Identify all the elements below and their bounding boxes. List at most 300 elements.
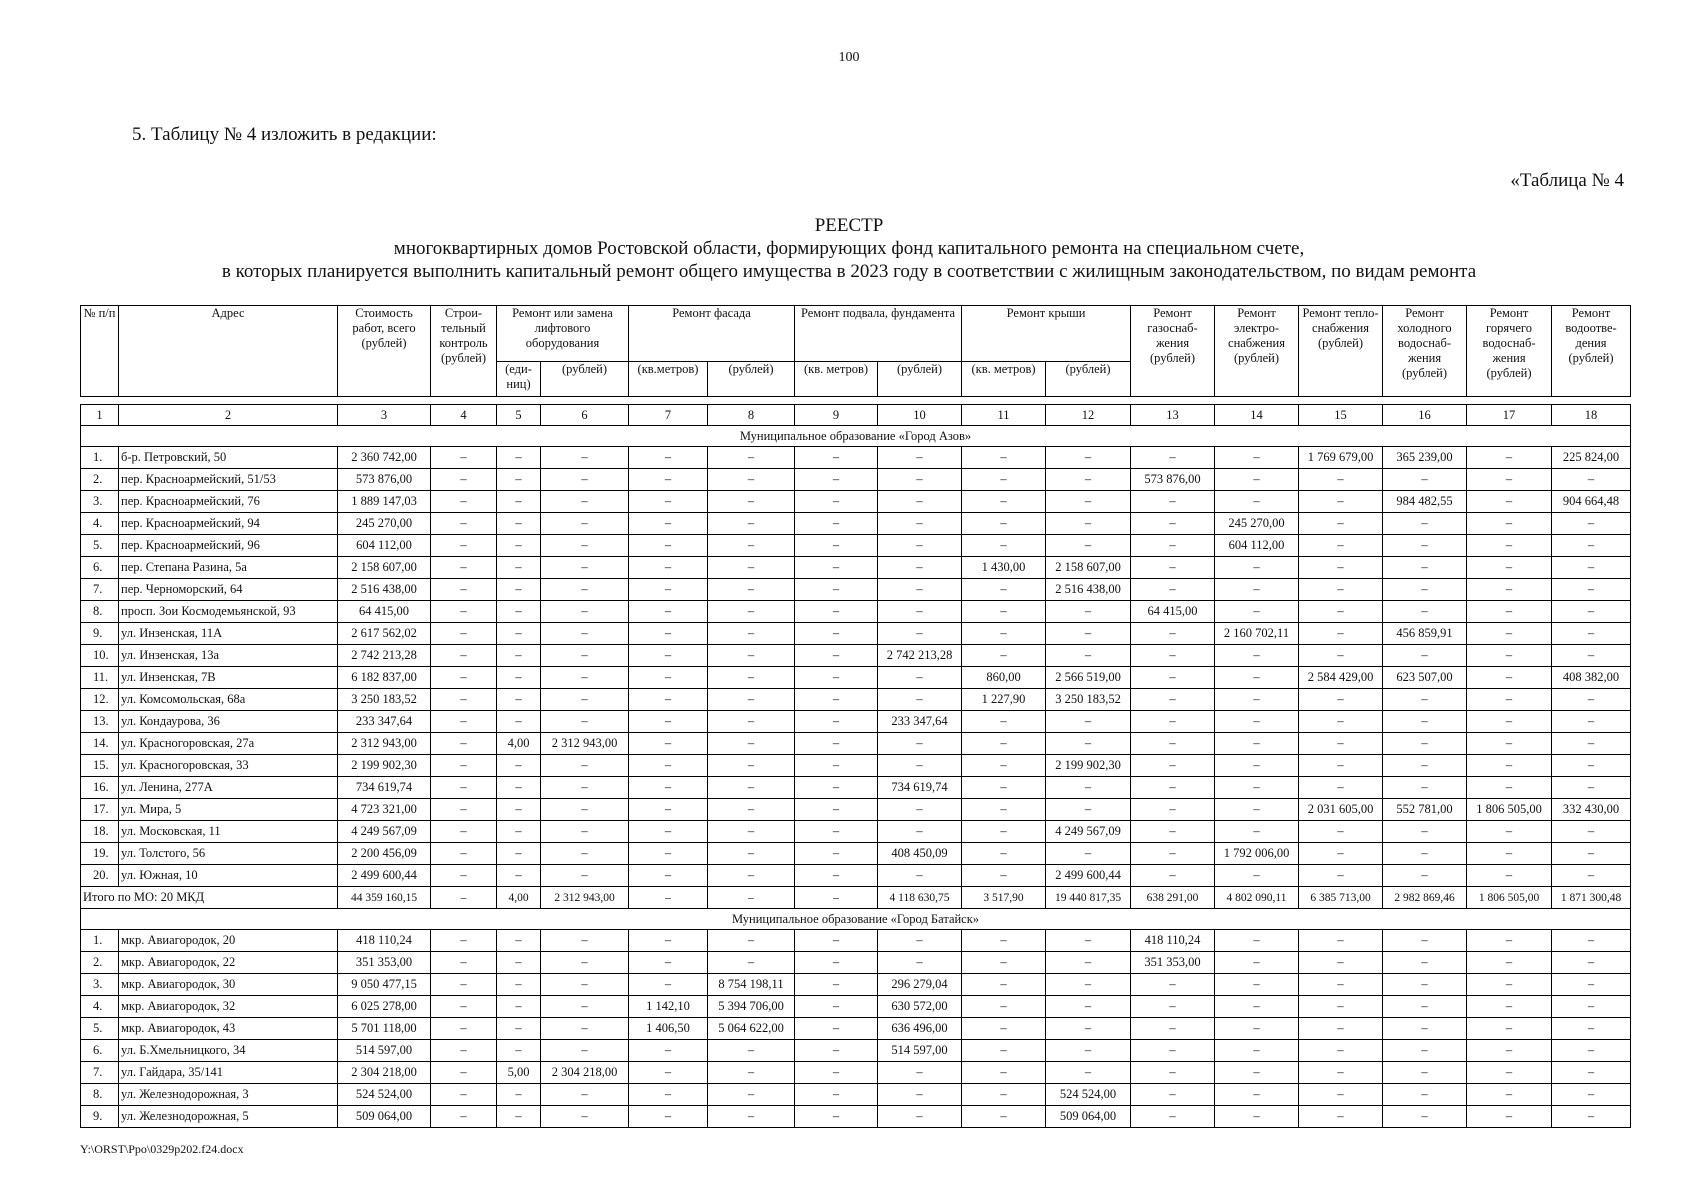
value-cell: –: [1131, 799, 1215, 821]
value-cell: –: [1299, 535, 1383, 557]
value-cell: –: [1299, 930, 1383, 952]
value-cell: –: [1046, 469, 1131, 491]
value-cell: –: [541, 557, 629, 579]
value-cell: –: [1467, 623, 1552, 645]
instruction-text: 5. Таблицу № 4 изложить в редакции:: [132, 124, 437, 145]
value-cell: –: [1383, 755, 1467, 777]
value-cell: –: [1383, 1084, 1467, 1106]
value-cell: 2 158 607,00: [338, 557, 431, 579]
value-cell: 1 430,00: [962, 557, 1046, 579]
value-cell: –: [1131, 667, 1215, 689]
value-cell: –: [1046, 601, 1131, 623]
section-title-row: [81, 426, 1631, 447]
spacer-cell: [81, 397, 1631, 405]
value-cell: –: [795, 1084, 878, 1106]
value-cell: –: [541, 711, 629, 733]
address-cell: пер. Красноармейский, 76: [119, 491, 338, 513]
value-cell: –: [541, 513, 629, 535]
value-cell: –: [795, 843, 878, 865]
address-cell: просп. Зои Космодемьянской, 93: [119, 601, 338, 623]
value-cell: –: [497, 843, 541, 865]
value-cell: –: [1131, 1062, 1215, 1084]
value-cell: 636 496,00: [878, 1018, 962, 1040]
value-cell: –: [1383, 733, 1467, 755]
value-cell: –: [1131, 623, 1215, 645]
value-cell: –: [497, 513, 541, 535]
value-cell: –: [878, 799, 962, 821]
value-cell: 5 701 118,00: [338, 1018, 431, 1040]
value-cell: –: [708, 821, 795, 843]
row-number-cell: 3.: [81, 491, 119, 513]
row-number-cell: 2.: [81, 469, 119, 491]
value-cell: 509 064,00: [1046, 1106, 1131, 1128]
value-cell: –: [1552, 557, 1631, 579]
value-cell: –: [878, 491, 962, 513]
value-cell: –: [962, 996, 1046, 1018]
value-cell: 418 110,24: [338, 930, 431, 952]
value-cell: –: [1131, 689, 1215, 711]
value-cell: –: [1299, 952, 1383, 974]
value-cell: –: [431, 1018, 497, 1040]
value-cell: –: [1299, 645, 1383, 667]
address-cell: ул. Инзенская, 11А: [119, 623, 338, 645]
value-cell: –: [497, 469, 541, 491]
value-cell: –: [1467, 645, 1552, 667]
value-cell: –: [795, 1040, 878, 1062]
value-cell: –: [962, 469, 1046, 491]
address-cell: пер. Степана Разина, 5а: [119, 557, 338, 579]
table-row: [81, 733, 1631, 755]
value-cell: –: [1467, 1106, 1552, 1128]
value-cell: –: [1467, 755, 1552, 777]
value-cell: –: [629, 557, 708, 579]
value-cell: –: [1215, 469, 1299, 491]
value-cell: –: [1299, 865, 1383, 887]
value-cell: –: [541, 447, 629, 469]
address-cell: пер. Красноармейский, 96: [119, 535, 338, 557]
value-cell: –: [1215, 930, 1299, 952]
value-cell: –: [497, 645, 541, 667]
value-cell: 2 031 605,00: [1299, 799, 1383, 821]
value-cell: 1 406,50: [629, 1018, 708, 1040]
value-cell: –: [708, 469, 795, 491]
value-cell: –: [1131, 974, 1215, 996]
value-cell: –: [1046, 1062, 1131, 1084]
row-number-cell: 11.: [81, 667, 119, 689]
table-row: [81, 491, 1631, 513]
value-cell: –: [1131, 491, 1215, 513]
header-roof-rub: (рублей): [1046, 362, 1131, 397]
row-number-cell: 1.: [81, 930, 119, 952]
value-cell: –: [1383, 601, 1467, 623]
value-cell: 2 566 519,00: [1046, 667, 1131, 689]
table-row: [81, 689, 1631, 711]
column-number-cell: 16: [1383, 405, 1467, 426]
total-value-cell: 4,00: [497, 887, 541, 909]
value-cell: –: [1383, 996, 1467, 1018]
value-cell: –: [795, 865, 878, 887]
value-cell: –: [1131, 777, 1215, 799]
value-cell: –: [629, 601, 708, 623]
value-cell: –: [1467, 843, 1552, 865]
row-number-cell: 8.: [81, 1084, 119, 1106]
value-cell: –: [497, 601, 541, 623]
value-cell: –: [1046, 777, 1131, 799]
value-cell: 2 742 213,28: [338, 645, 431, 667]
table-row: [81, 711, 1631, 733]
value-cell: –: [1046, 843, 1131, 865]
value-cell: –: [497, 623, 541, 645]
value-cell: 734 619,74: [878, 777, 962, 799]
value-cell: –: [1299, 974, 1383, 996]
value-cell: –: [629, 1084, 708, 1106]
value-cell: 524 524,00: [338, 1084, 431, 1106]
value-cell: –: [708, 1040, 795, 1062]
value-cell: –: [1131, 821, 1215, 843]
value-cell: –: [1383, 865, 1467, 887]
value-cell: –: [541, 755, 629, 777]
value-cell: –: [1131, 513, 1215, 535]
value-cell: –: [962, 447, 1046, 469]
section-title: Муниципальное образование «Город Батайск»: [81, 909, 1631, 930]
value-cell: –: [962, 711, 1046, 733]
value-cell: –: [1131, 755, 1215, 777]
value-cell: –: [1552, 996, 1631, 1018]
header-cold-water: Ремонт холодного водоснаб-жения (рублей): [1383, 306, 1467, 397]
value-cell: –: [431, 1062, 497, 1084]
value-cell: –: [431, 974, 497, 996]
table-row: [81, 777, 1631, 799]
address-cell: пер. Красноармейский, 94: [119, 513, 338, 535]
value-cell: 4 249 567,09: [1046, 821, 1131, 843]
table-row: [81, 447, 1631, 469]
value-cell: 296 279,04: [878, 974, 962, 996]
value-cell: 734 619,74: [338, 777, 431, 799]
address-cell: ул. Южная, 10: [119, 865, 338, 887]
value-cell: –: [878, 689, 962, 711]
value-cell: –: [1467, 996, 1552, 1018]
header-address: Адрес: [119, 306, 338, 397]
value-cell: –: [629, 930, 708, 952]
value-cell: –: [1299, 711, 1383, 733]
column-number-cell: 3: [338, 405, 431, 426]
row-number-cell: 10.: [81, 645, 119, 667]
value-cell: –: [878, 469, 962, 491]
value-cell: 6 182 837,00: [338, 667, 431, 689]
total-value-cell: 4 802 090,11: [1215, 887, 1299, 909]
value-cell: –: [1215, 645, 1299, 667]
value-cell: –: [1552, 711, 1631, 733]
header-roof: Ремонт крыши: [962, 306, 1131, 362]
value-cell: –: [431, 513, 497, 535]
value-cell: –: [497, 996, 541, 1018]
value-cell: 1 792 006,00: [1215, 843, 1299, 865]
value-cell: –: [1552, 952, 1631, 974]
address-cell: пер. Черноморский, 64: [119, 579, 338, 601]
value-cell: 1 769 679,00: [1299, 447, 1383, 469]
value-cell: –: [1299, 1018, 1383, 1040]
value-cell: –: [1383, 1106, 1467, 1128]
row-number-cell: 19.: [81, 843, 119, 865]
value-cell: 2 742 213,28: [878, 645, 962, 667]
table-row: [81, 952, 1631, 974]
value-cell: 8 754 198,11: [708, 974, 795, 996]
value-cell: –: [1215, 1040, 1299, 1062]
row-number-cell: 6.: [81, 557, 119, 579]
value-cell: –: [708, 777, 795, 799]
header-hot-water: Ремонт горячего водоснаб-жения (рублей): [1467, 306, 1552, 397]
value-cell: –: [1131, 535, 1215, 557]
value-cell: –: [1383, 645, 1467, 667]
header-num: № п/п: [81, 306, 119, 397]
value-cell: –: [1552, 579, 1631, 601]
address-cell: ул. Толстого, 56: [119, 843, 338, 865]
value-cell: –: [708, 711, 795, 733]
value-cell: –: [1215, 1062, 1299, 1084]
row-number-cell: 3.: [81, 974, 119, 996]
value-cell: –: [962, 1018, 1046, 1040]
value-cell: –: [629, 513, 708, 535]
value-cell: –: [1383, 930, 1467, 952]
value-cell: 604 112,00: [1215, 535, 1299, 557]
value-cell: –: [1383, 843, 1467, 865]
value-cell: –: [708, 1084, 795, 1106]
value-cell: 1 227,90: [962, 689, 1046, 711]
address-cell: мкр. Авиагородок, 30: [119, 974, 338, 996]
value-cell: –: [541, 952, 629, 974]
value-cell: –: [878, 513, 962, 535]
column-number-cell: 6: [541, 405, 629, 426]
total-value-cell: –: [795, 887, 878, 909]
value-cell: –: [878, 865, 962, 887]
value-cell: –: [1467, 579, 1552, 601]
value-cell: 4 249 567,09: [338, 821, 431, 843]
value-cell: 2 516 438,00: [1046, 579, 1131, 601]
value-cell: –: [795, 821, 878, 843]
value-cell: –: [541, 535, 629, 557]
value-cell: –: [1299, 821, 1383, 843]
value-cell: –: [497, 491, 541, 513]
value-cell: 245 270,00: [338, 513, 431, 535]
value-cell: –: [541, 930, 629, 952]
value-cell: –: [795, 535, 878, 557]
address-cell: ул. Инзенская, 7В: [119, 667, 338, 689]
value-cell: 456 859,91: [1383, 623, 1467, 645]
table-row: [81, 579, 1631, 601]
header-roof-sqm: (кв. метров): [962, 362, 1046, 397]
column-number-cell: 11: [962, 405, 1046, 426]
value-cell: –: [497, 821, 541, 843]
value-cell: –: [1467, 469, 1552, 491]
value-cell: –: [795, 579, 878, 601]
column-number-cell: 9: [795, 405, 878, 426]
value-cell: –: [431, 579, 497, 601]
value-cell: –: [878, 821, 962, 843]
value-cell: –: [708, 1062, 795, 1084]
value-cell: –: [1467, 601, 1552, 623]
value-cell: 351 353,00: [1131, 952, 1215, 974]
value-cell: –: [1131, 557, 1215, 579]
value-cell: –: [629, 535, 708, 557]
value-cell: –: [431, 469, 497, 491]
value-cell: –: [1215, 711, 1299, 733]
total-value-cell: 44 359 160,15: [338, 887, 431, 909]
value-cell: –: [431, 952, 497, 974]
value-cell: –: [795, 777, 878, 799]
value-cell: –: [1046, 974, 1131, 996]
value-cell: –: [708, 667, 795, 689]
value-cell: –: [497, 447, 541, 469]
value-cell: 3 250 183,52: [338, 689, 431, 711]
value-cell: –: [962, 821, 1046, 843]
row-number-cell: 4.: [81, 513, 119, 535]
value-cell: –: [962, 755, 1046, 777]
value-cell: –: [795, 469, 878, 491]
value-cell: –: [431, 491, 497, 513]
header-gas: Ремонт газоснаб-жения (рублей): [1131, 306, 1215, 397]
value-cell: –: [1131, 1084, 1215, 1106]
table-row: [81, 601, 1631, 623]
value-cell: –: [708, 865, 795, 887]
table-row: [81, 667, 1631, 689]
value-cell: –: [1467, 930, 1552, 952]
row-number-cell: 16.: [81, 777, 119, 799]
value-cell: –: [629, 865, 708, 887]
header-basement: Ремонт подвала, фундамента: [795, 306, 962, 362]
value-cell: –: [497, 865, 541, 887]
value-cell: –: [1046, 799, 1131, 821]
row-number-cell: 18.: [81, 821, 119, 843]
value-cell: –: [878, 601, 962, 623]
value-cell: 2 360 742,00: [338, 447, 431, 469]
value-cell: 4,00: [497, 733, 541, 755]
value-cell: 64 415,00: [1131, 601, 1215, 623]
value-cell: –: [541, 843, 629, 865]
row-number-cell: 13.: [81, 711, 119, 733]
column-number-cell: 18: [1552, 405, 1631, 426]
value-cell: –: [1131, 711, 1215, 733]
value-cell: –: [878, 1084, 962, 1106]
table-row: [81, 755, 1631, 777]
value-cell: –: [1215, 1018, 1299, 1040]
value-cell: –: [541, 1084, 629, 1106]
header-facade: Ремонт фасада: [629, 306, 795, 362]
value-cell: –: [629, 799, 708, 821]
value-cell: –: [1215, 777, 1299, 799]
column-number-cell: 5: [497, 405, 541, 426]
value-cell: –: [708, 689, 795, 711]
value-cell: –: [1383, 557, 1467, 579]
value-cell: 2 199 902,30: [1046, 755, 1131, 777]
page-number: 100: [838, 50, 860, 65]
value-cell: –: [795, 930, 878, 952]
value-cell: –: [1046, 535, 1131, 557]
value-cell: –: [795, 952, 878, 974]
value-cell: –: [629, 447, 708, 469]
value-cell: 2 516 438,00: [338, 579, 431, 601]
value-cell: –: [1383, 535, 1467, 557]
value-cell: –: [1215, 557, 1299, 579]
address-cell: ул. Красногоровская, 27а: [119, 733, 338, 755]
value-cell: –: [1299, 557, 1383, 579]
value-cell: –: [878, 557, 962, 579]
total-value-cell: 1 806 505,00: [1467, 887, 1552, 909]
value-cell: –: [1383, 711, 1467, 733]
address-cell: б-р. Петровский, 50: [119, 447, 338, 469]
column-number-cell: 15: [1299, 405, 1383, 426]
value-cell: –: [1215, 667, 1299, 689]
value-cell: –: [497, 799, 541, 821]
row-number-cell: 17.: [81, 799, 119, 821]
value-cell: –: [497, 689, 541, 711]
value-cell: –: [1467, 777, 1552, 799]
value-cell: –: [1131, 843, 1215, 865]
total-label: Итого по МО: 20 МКД: [81, 887, 338, 909]
address-cell: мкр. Авиагородок, 43: [119, 1018, 338, 1040]
value-cell: –: [1299, 689, 1383, 711]
value-cell: –: [1215, 974, 1299, 996]
header-basement-rub: (рублей): [878, 362, 962, 397]
address-cell: ул. Гайдара, 35/141: [119, 1062, 338, 1084]
value-cell: 514 597,00: [338, 1040, 431, 1062]
value-cell: –: [1046, 996, 1131, 1018]
value-cell: –: [1552, 1062, 1631, 1084]
row-number-cell: 6.: [81, 1040, 119, 1062]
value-cell: –: [1552, 1084, 1631, 1106]
header-spacer-row: [81, 397, 1631, 405]
value-cell: 2 499 600,44: [338, 865, 431, 887]
value-cell: 623 507,00: [1383, 667, 1467, 689]
value-cell: –: [962, 1062, 1046, 1084]
value-cell: –: [962, 974, 1046, 996]
value-cell: –: [1299, 1062, 1383, 1084]
value-cell: –: [962, 1040, 1046, 1062]
value-cell: –: [795, 601, 878, 623]
value-cell: –: [962, 843, 1046, 865]
value-cell: –: [1299, 843, 1383, 865]
header-lift: Ремонт или замена лифтового оборудования: [497, 306, 629, 362]
value-cell: –: [1046, 491, 1131, 513]
value-cell: –: [1467, 1084, 1552, 1106]
value-cell: –: [497, 711, 541, 733]
column-number-cell: 17: [1467, 405, 1552, 426]
value-cell: –: [795, 447, 878, 469]
value-cell: –: [1299, 1106, 1383, 1128]
table-row: [81, 865, 1631, 887]
address-cell: ул. Кондаурова, 36: [119, 711, 338, 733]
value-cell: –: [878, 623, 962, 645]
value-cell: –: [962, 623, 1046, 645]
value-cell: 524 524,00: [1046, 1084, 1131, 1106]
table-row: [81, 645, 1631, 667]
value-cell: –: [708, 601, 795, 623]
value-cell: –: [1215, 755, 1299, 777]
address-cell: ул. Ленина, 277А: [119, 777, 338, 799]
value-cell: –: [541, 777, 629, 799]
value-cell: –: [1046, 733, 1131, 755]
title-line-2: многоквартирных домов Ростовской области, формирующих фонд капитального ремонта на специальном счете,: [393, 238, 1305, 259]
value-cell: –: [629, 689, 708, 711]
header-control: Строи-тельный контроль (рублей): [431, 306, 497, 397]
value-cell: –: [431, 1040, 497, 1062]
section-title-row: [81, 909, 1631, 930]
value-cell: 233 347,64: [878, 711, 962, 733]
value-cell: –: [1131, 579, 1215, 601]
value-cell: –: [1467, 821, 1552, 843]
register-table: [80, 305, 1631, 1128]
value-cell: –: [1552, 733, 1631, 755]
value-cell: –: [1552, 1106, 1631, 1128]
